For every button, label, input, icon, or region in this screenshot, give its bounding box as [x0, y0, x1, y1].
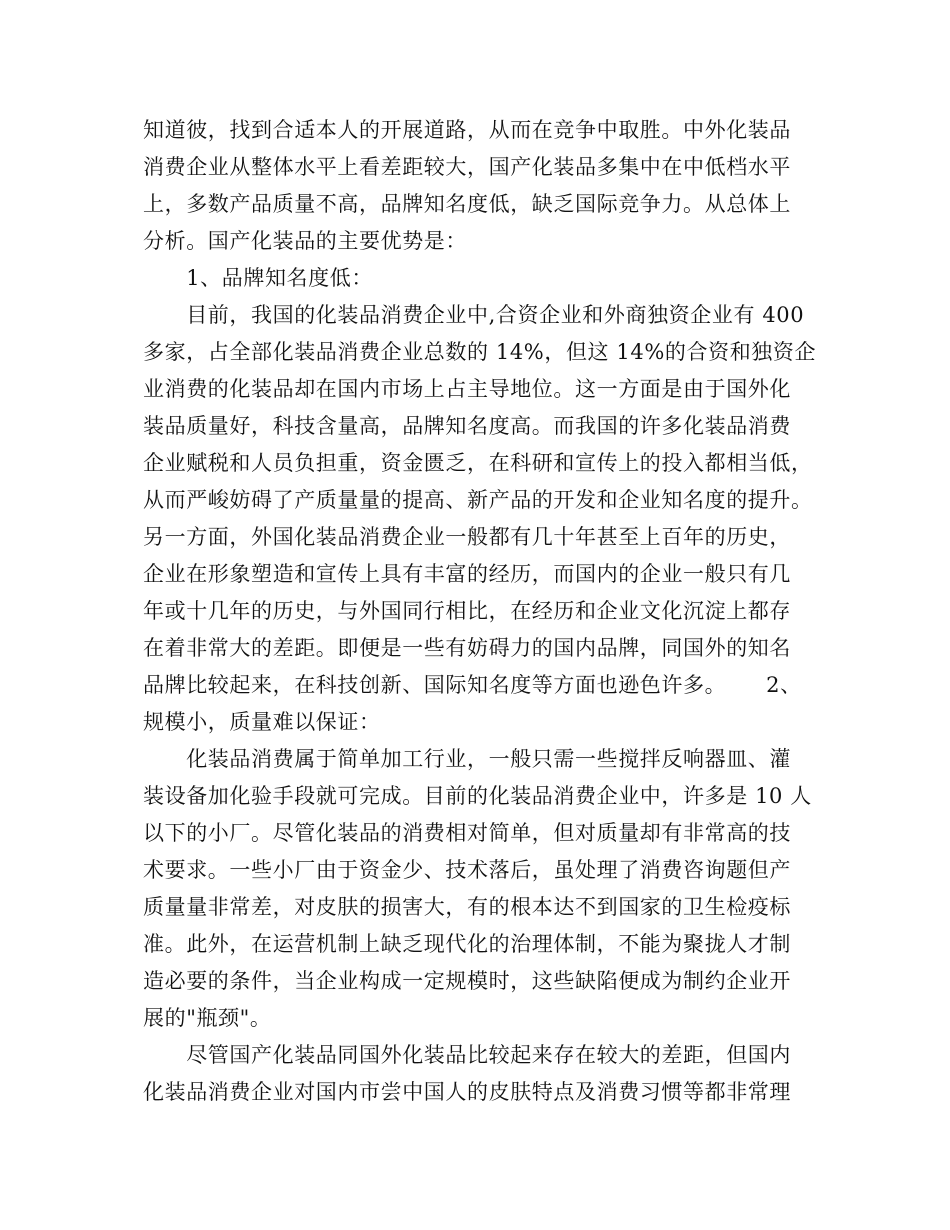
- text-line: 在着非常大的差距。即便是一些有妨碍力的国内品牌，同国外的知名: [143, 636, 791, 660]
- text-line: 化装品消费属于简单加工行业，一般只需一些搅拌反响器皿、灌: [143, 747, 791, 771]
- text-line: 质量量非常差，对皮肤的损害大，有的根本达不到国家的卫生检疫标: [143, 895, 791, 919]
- text-line: 上，多数产品质量不高，品牌知名度低，缺乏国际竞争力。从总体上: [143, 192, 791, 216]
- section-heading: 1、品牌知名度低：: [143, 266, 373, 290]
- text-line: 年或十几年的历史，与外国同行相比，在经历和企业文化沉淀上都存: [143, 599, 791, 623]
- text-line: 从而严峻妨碍了产质量量的提高、新产品的开发和企业知名度的提升。: [143, 488, 813, 512]
- text-line: 装设备加化验手段就可完成。目前的化装品消费企业中，许多是 10 人: [143, 784, 812, 808]
- text-line: 以下的小厂。尽管化装品的消费相对简单，但对质量却有非常高的技: [143, 821, 791, 845]
- text-line: 知道彼，找到合适本人的开展道路，从而在竞争中取胜。中外化装品: [143, 118, 791, 142]
- text-line: 术要求。一些小厂由于资金少、技术落后，虽处理了消费咨询题但产: [143, 858, 791, 882]
- text-line: 准。此外，在运营机制上缺乏现代化的治理体制，不能为聚拢人才制: [143, 932, 791, 956]
- section-heading: 规模小，质量难以保证：: [143, 710, 381, 734]
- text-line: 目前，我国的化装品消费企业中,合资企业和外商独资企业有 400: [143, 303, 805, 327]
- text-line: 化装品消费企业对国内市尝中国人的皮肤特点及消费习惯等都非常理: [143, 1080, 791, 1104]
- text-line: 企业赋税和人员负担重，资金匮乏，在科研和宣传上的投入都相当低，: [143, 451, 813, 475]
- text-line: 品牌比较起来，在科技创新、国际知名度等方面也逊色许多。 2、: [143, 673, 802, 697]
- text-line: 企业在形象塑造和宣传上具有丰富的经历，而国内的企业一般只有几: [143, 562, 791, 586]
- text-line: 分析。国产化装品的主要优势是：: [143, 229, 467, 253]
- text-line: 消费企业从整体水平上看差距较大，国产化装品多集中在中低档水平: [143, 155, 791, 179]
- text-line: 造必要的条件，当企业构成一定规模时，这些缺陷便成为制约企业开: [143, 969, 791, 993]
- text-line: 多家，占全部化装品消费企业总数的 14%，但这 14%的合资和独资企: [143, 340, 817, 364]
- text-line: 业消费的化装品却在国内市场上占主导地位。这一方面是由于国外化: [143, 377, 791, 401]
- text-line: 另一方面，外国化装品消费企业一般都有几十年甚至上百年的历史，: [143, 525, 791, 549]
- text-line: 展的"瓶颈"。: [143, 1006, 272, 1030]
- text-line: 尽管国产化装品同国外化装品比较起来存在较大的差距，但国内: [143, 1043, 791, 1067]
- text-line: 装品质量好，科技含量高，品牌知名度高。而我国的许多化装品消费: [143, 414, 791, 438]
